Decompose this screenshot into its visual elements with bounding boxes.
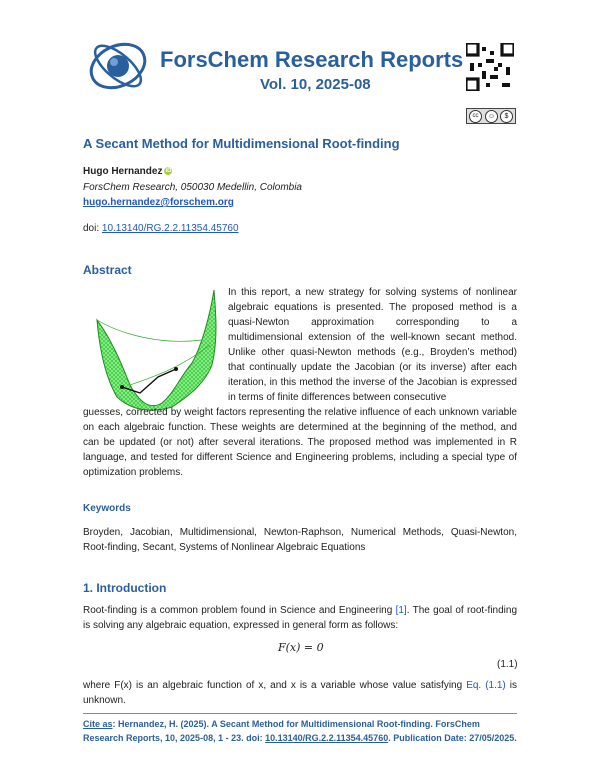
abstract-text-full: guesses, corrected by weight factors representing the relative influence of each unknown variable on each algebraic function. These weights are determined at the beginning of the method, and can be updated (or not) after several iterations. The proposed method was implemented in R language, and tested for different Science and Engineering problems, including a special type of optimization problems. bbox=[83, 407, 517, 478]
author-name: Hugo Hernandez bbox=[83, 166, 163, 177]
cite-doi-link[interactable]: 10.13140/RG.2.2.11354.45760 bbox=[265, 733, 389, 743]
intro-heading: 1. Introduction bbox=[83, 581, 167, 595]
paper-title: A Secant Method for Multidimensional Root-finding bbox=[83, 136, 400, 151]
footer-rule bbox=[83, 713, 517, 714]
equation-number: (1.1) bbox=[497, 659, 518, 670]
doi-link[interactable]: 10.13140/RG.2.2.11354.45760 bbox=[101, 223, 239, 234]
citation-footer bbox=[83, 717, 517, 745]
ref-1-link[interactable]: [1] bbox=[395, 605, 407, 616]
qr-code bbox=[466, 43, 514, 91]
author-affiliation: ForsChem Research, 050030 Medellin, Colombia bbox=[83, 182, 302, 193]
abstract-text-side: In this report, a new strategy for solving systems of nonlinear algebraic equations is presented. The proposed method is a quasi-Newton approximation corresponding to a multidimensional extension of the well-known secant method. Unlike other quasi-Newton methods (e.g., Broyden’s method) that continually update the Jacobian (or its inverse) after each iteration, in this method the inverse of the Jacobian is expressed in terms of finite differences between consecutive bbox=[228, 287, 517, 403]
license-badge[interactable] bbox=[466, 108, 516, 124]
intro-paragraph-2 bbox=[83, 678, 517, 708]
eq-ref-link[interactable]: Eq. (1.1) bbox=[466, 680, 506, 691]
intro-p2-text: where F(x) is an algebraic function of x, and x is a variable whose value satisfying bbox=[83, 680, 467, 691]
equation-1-1: F(x) = 0 bbox=[278, 641, 324, 654]
by-icon: ☺ bbox=[485, 110, 498, 123]
nc-icon: $ bbox=[500, 110, 513, 123]
keywords-heading: Keywords bbox=[83, 503, 131, 514]
cite-label: Cite as bbox=[83, 719, 113, 729]
keywords-text: Broyden, Jacobian, Multidimensional, Newton-Raphson, Numerical Methods, Quasi-Newton, Root-finding, Secant, Systems of Nonlinear Algebraic Equations bbox=[83, 527, 517, 553]
surface-plot-figure bbox=[92, 285, 222, 415]
intro-paragraph-1 bbox=[83, 603, 517, 633]
abstract-heading: Abstract bbox=[83, 263, 132, 277]
author-line bbox=[83, 166, 172, 177]
journal-name: ForsChem Research Reports bbox=[160, 47, 464, 72]
forschem-logo bbox=[85, 36, 151, 94]
intro-text: Root-finding is a common problem found in Science and Engineering bbox=[83, 605, 396, 616]
intro-text-cont: . The goal of root-finding is solving any algebraic equation, expressed in general form as follows: bbox=[83, 605, 518, 631]
cite-tail: . Publication Date: 27/05/2025. bbox=[388, 733, 517, 743]
orcid-icon[interactable]: iD bbox=[165, 168, 172, 175]
intro-p2-tail: is unknown. bbox=[83, 680, 518, 706]
doi-label: doi: bbox=[83, 223, 100, 234]
cc-icon: cc bbox=[469, 110, 482, 123]
cite-text: : Hernandez, H. (2025). A Secant Method for Multidimensional Root-finding. ForsChem Research Reports, 10, 2025-08, 1 - 23. doi: bbox=[83, 719, 480, 743]
author-email[interactable]: hugo.hernandez@forschem.org bbox=[83, 197, 234, 208]
doi-line bbox=[83, 223, 239, 234]
volume-label: Vol. 10, 2025-08 bbox=[260, 76, 371, 93]
